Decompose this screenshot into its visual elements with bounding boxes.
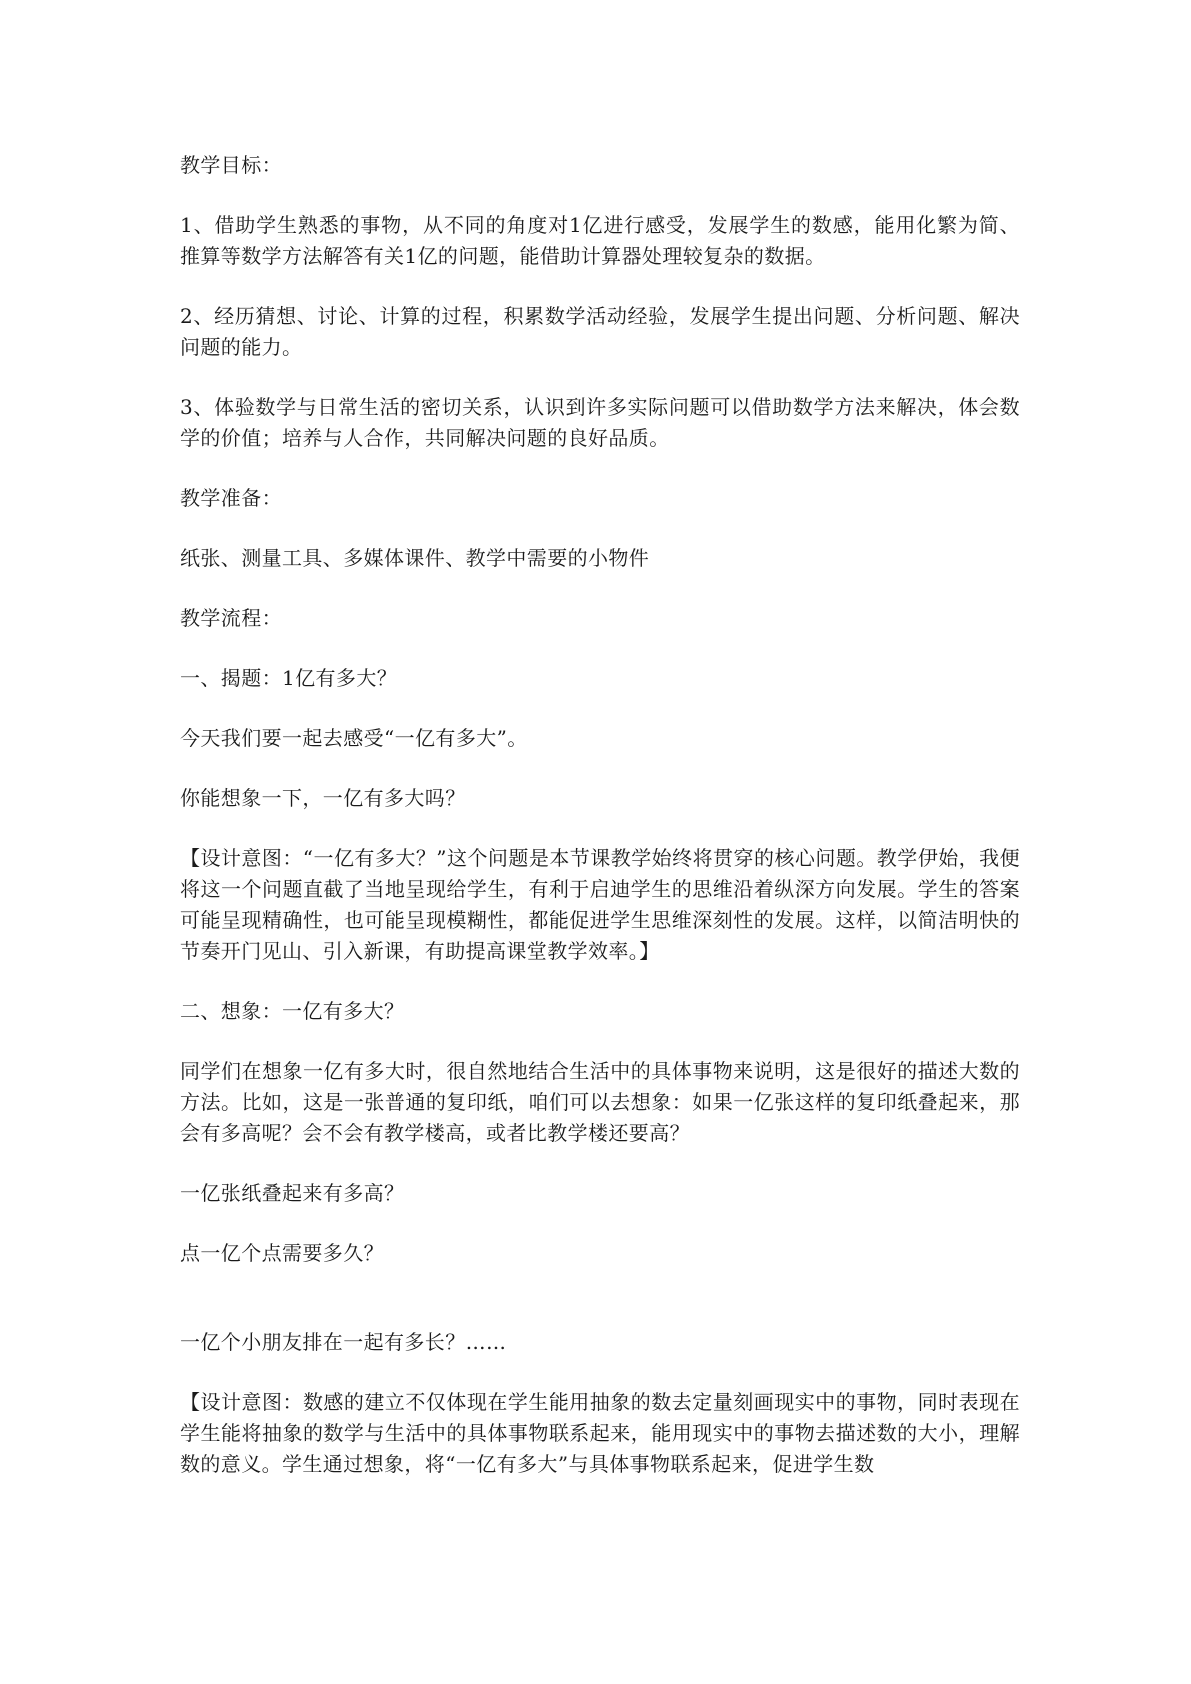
preparation-text: 纸张、测量工具、多媒体课件、教学中需要的小物件 — [180, 546, 650, 570]
section-1-line-1: 今天我们要一起去感受“一亿有多大”。 — [180, 726, 528, 750]
objective-1: 1、借助学生熟悉的事物，从不同的角度对1亿进行感受，发展学生的数感，能用化繁为简、推算等数学方法解答有关1亿的问题，能借助计算器处理较复杂的数据。 — [180, 213, 1020, 268]
section-2-title: 二、想象：一亿有多大？ — [180, 999, 405, 1023]
section-2-paragraph: 同学们在想象一亿有多大时，很自然地结合生活中的具体事物来说明，这是很好的描述大数的方法。比如，这是一张普通的复印纸，咱们可以去想象：如果一亿张这样的复印纸叠起来，那会有多高呢？会不会有教学楼高，或者比教学楼还要高？ — [180, 1059, 1020, 1145]
question-1: 一亿张纸叠起来有多高？ — [180, 1181, 405, 1205]
heading-objectives: 教学目标： — [180, 153, 282, 177]
design-intent-2: 【设计意图：数感的建立不仅体现在学生能用抽象的数去定量刻画现实中的事物，同时表现在学生能将抽象的数学与生活中的具体事物联系起来，能用现实中的事物去描述数的大小，理解数的意义。学生通过想象，将“一亿有多大”与具体事物联系起来，促进学生数 — [180, 1390, 1020, 1476]
section-1-line-2: 你能想象一下，一亿有多大吗？ — [180, 786, 466, 810]
document-body — [180, 150, 1020, 1480]
question-2: 点一亿个点需要多久？ — [180, 1241, 384, 1265]
heading-process: 教学流程： — [180, 606, 282, 630]
design-intent-1: 【设计意图：“一亿有多大？”这个问题是本节课教学始终将贯穿的核心问题。教学伊始，我便将这一个问题直截了当地呈现给学生，有利于启迪学生的思维沿着纵深方向发展。学生的答案可能呈现精确性，也可能呈现模糊性，都能促进学生思维深刻性的发展。这样，以简洁明快的节奏开门见山、引入新课，有助提高课堂教学效率。】 — [180, 846, 1020, 963]
objective-2: 2、经历猜想、讨论、计算的过程，积累数学活动经验，发展学生提出问题、分析问题、解决问题的能力。 — [180, 304, 1020, 359]
heading-preparation: 教学准备： — [180, 486, 282, 510]
question-3: 一亿个小朋友排在一起有多长？…… — [180, 1330, 507, 1354]
section-1-title: 一、揭题：1亿有多大？ — [180, 666, 398, 690]
objective-3: 3、体验数学与日常生活的密切关系，认识到许多实际问题可以借助数学方法来解决，体会数学的价值；培养与人合作，共同解决问题的良好品质。 — [180, 395, 1020, 450]
